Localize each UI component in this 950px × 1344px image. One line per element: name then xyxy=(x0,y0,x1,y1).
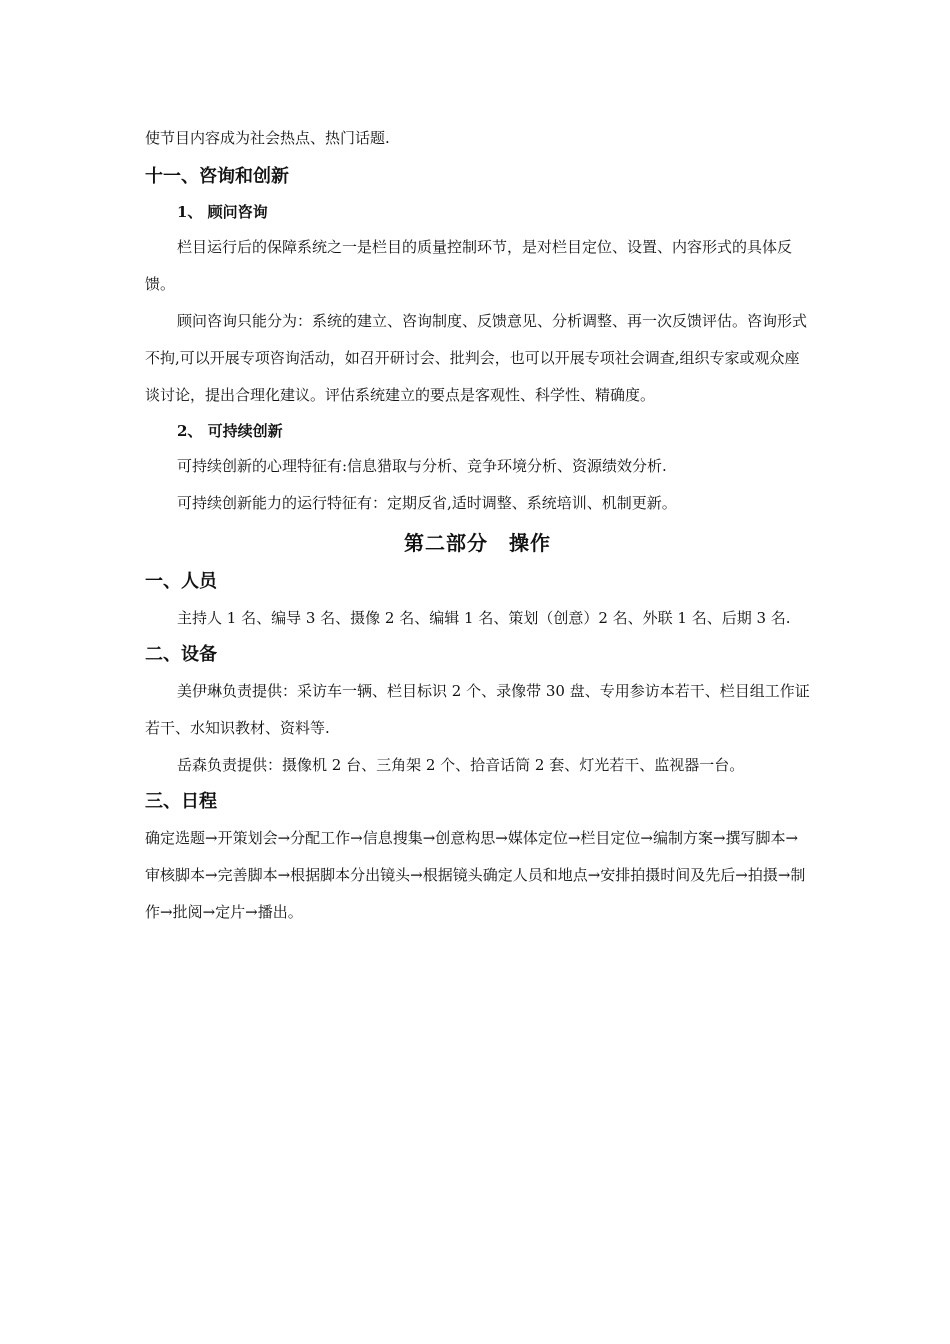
personnel-heading: 一、人员 xyxy=(145,571,217,592)
section-11-paragraph-2: 顾问咨询只能分为：系统的建立、咨询制度、反馈意见、分析调整、再一次反馈评估。咨询形式不拘,可以开展专项咨询活动，如召开研讨会、批判会，也可以开展专项社会调查,组织专家或观众座谈讨论，提出合理化建议。评估系统建立的要点是客观性、科学性、精确度。 xyxy=(145,312,808,404)
section-11-paragraph-1: 栏目运行后的保障系统之一是栏目的质量控制环节，是对栏目定位、设置、内容形式的具体反馈。 xyxy=(145,238,793,293)
section-11-sub1-heading: 1、 顾问咨询 xyxy=(177,203,268,221)
schedule-paragraph: 确定选题→开策划会→分配工作→信息搜集→创意构思→媒体定位→栏目定位→编制方案→撰写脚本→审核脚本→完善脚本→根据脚本分出镜头→根据镜头确定人员和地点→安排拍摄时间及先后→拍摄→制作→批阅→定片→播出。 xyxy=(145,829,806,921)
section-11-paragraph-4: 可持续创新能力的运行特征有：定期反省,适时调整、系统培训、机制更新。 xyxy=(177,494,677,512)
intro-paragraph: 使节目内容成为社会热点、热门话题. xyxy=(145,129,390,147)
document-body xyxy=(145,120,810,931)
equipment-paragraph-2: 岳森负责提供：摄像机 2 台、三角架 2 个、拾音话筒 2 套、灯光若干、监视器一台。 xyxy=(177,756,745,774)
section-11-sub2-heading: 2、 可持续创新 xyxy=(177,422,283,440)
personnel-paragraph: 主持人 1 名、编导 3 名、摄像 2 名、编辑 1 名、策划（创意）2 名、外联 1 名、后期 3 名. xyxy=(177,609,791,627)
equipment-heading: 二、设备 xyxy=(145,644,217,665)
section-11-heading: 十一、咨询和创新 xyxy=(145,166,289,187)
equipment-paragraph-1: 美伊琳负责提供：采访车一辆、栏目标识 2 个、录像带 30 盘、专用参访本若干、栏目组工作证若干、水知识教材、资料等. xyxy=(145,682,810,737)
section-11-paragraph-3: 可持续创新的心理特征有:信息猎取与分析、竞争环境分析、资源绩效分析. xyxy=(177,457,667,475)
part-two-title: 第二部分 操作 xyxy=(404,531,551,555)
schedule-heading: 三、日程 xyxy=(145,791,217,812)
